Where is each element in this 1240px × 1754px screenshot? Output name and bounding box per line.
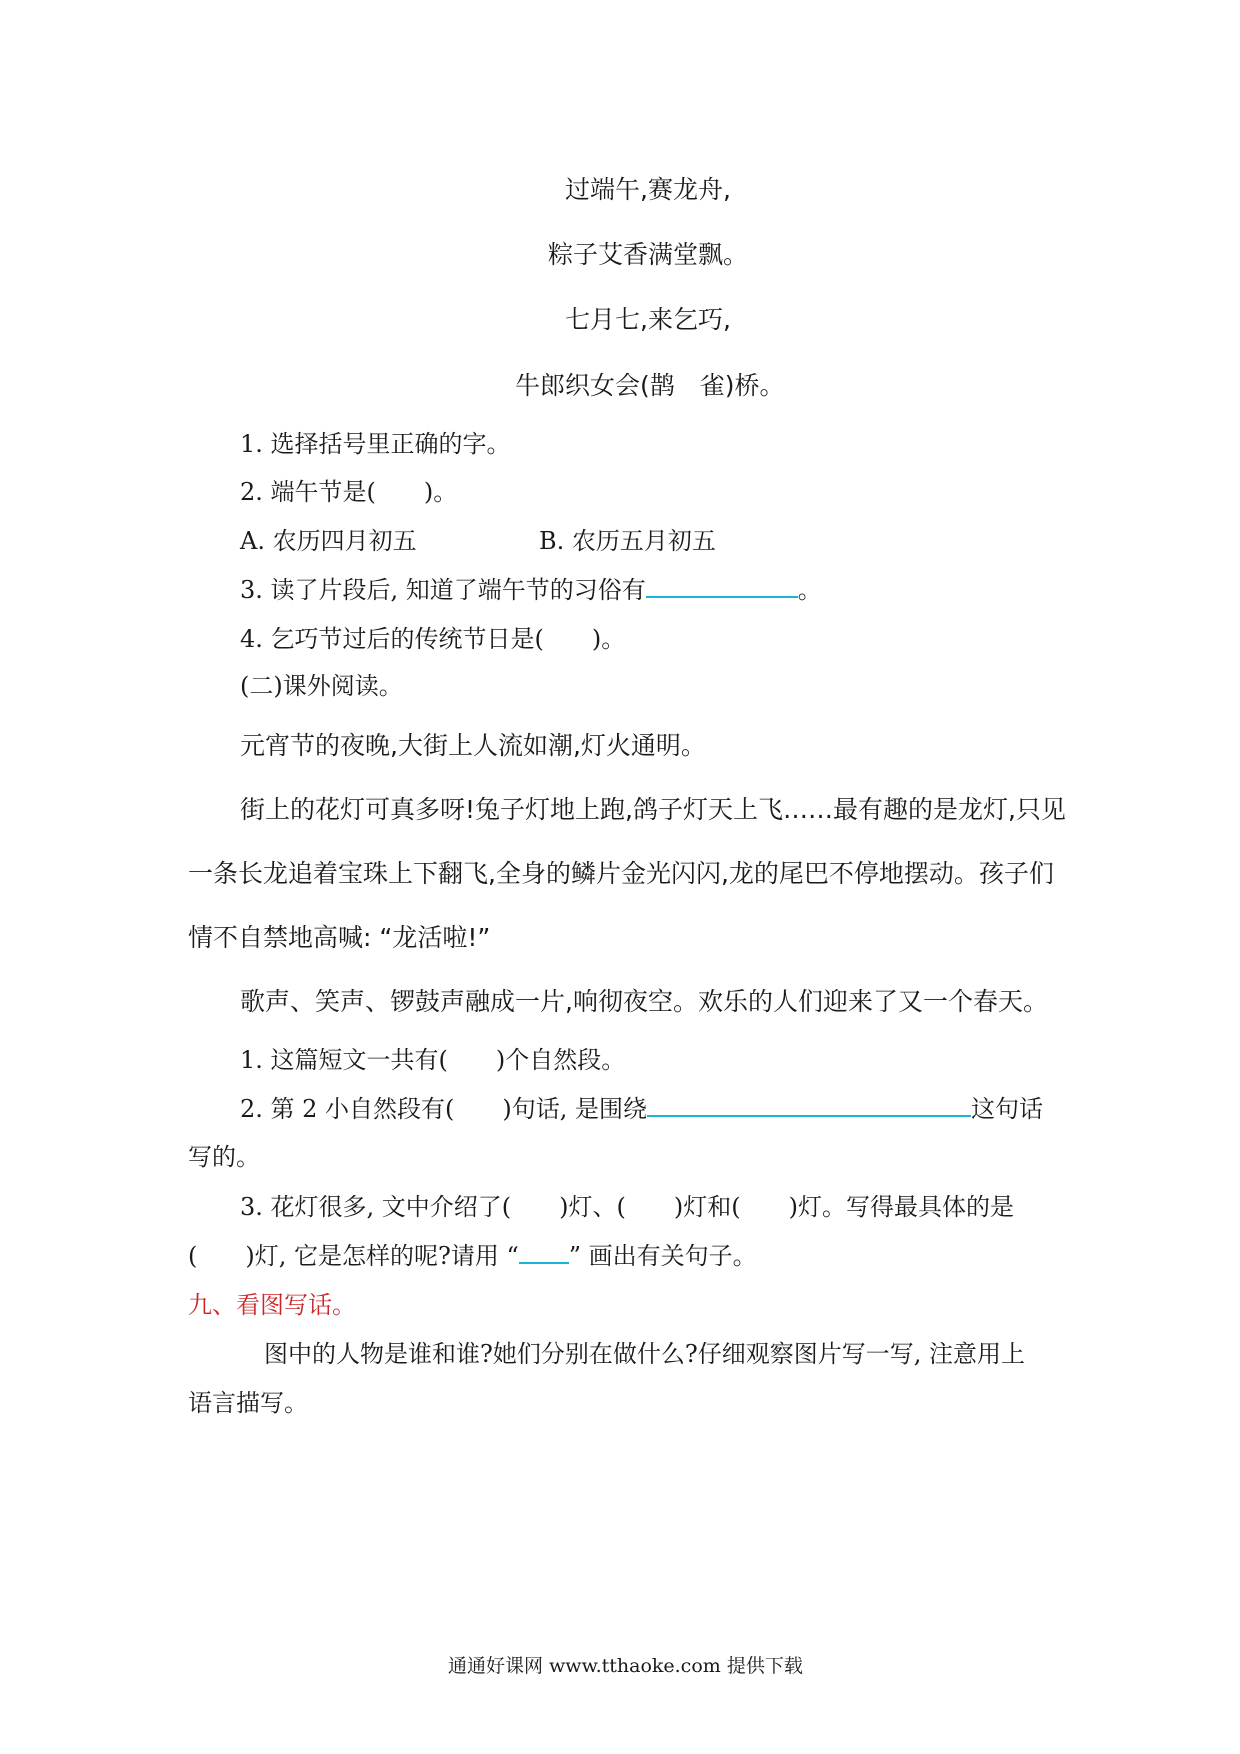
reading-question-2-line-2: 写的。: [188, 1143, 260, 1171]
reading-question-3-suffix: ” 画出有关句子。: [568, 1242, 757, 1270]
picture-writing-prompt-line-1: 图中的人物是谁和谁?她们分别在做什么?仔细观察图片写一写, 注意用上: [264, 1340, 1025, 1368]
poem-line-2: 粽子艾香满堂飘。: [548, 240, 749, 269]
question-4: 4. 乞巧节过后的传统节日是( )。: [240, 625, 626, 653]
reading-question-3-prefix: ( )灯, 它是怎样的呢?请用 “: [188, 1242, 519, 1270]
answer-blank[interactable]: [646, 595, 798, 598]
answer-blank[interactable]: [519, 1261, 569, 1264]
reading-question-3-line-1: 3. 花灯很多, 文中介绍了( )灯、( )灯和( )灯。写得最具体的是: [240, 1193, 1014, 1221]
question-3-suffix: 。: [797, 576, 822, 604]
reading-paragraph-2-line-3: 情不自禁地高喊: “龙活啦!”: [188, 923, 491, 952]
question-1: 1. 选择括号里正确的字。: [240, 430, 511, 458]
question-2-option-a: A. 农历四月初五: [240, 527, 417, 555]
poem-line-4: 牛郎织女会(鹊 雀)桥。: [515, 371, 785, 400]
reading-question-2-prefix: 2. 第 2 小自然段有( )句话, 是围绕: [240, 1095, 648, 1123]
reading-question-2-suffix: 这句话: [971, 1095, 1044, 1123]
picture-writing-prompt-line-2: 语言描写。: [188, 1389, 308, 1417]
reading-question-3-line-2: [188, 1236, 757, 1271]
reading-question-1: 1. 这篇短文一共有( )个自然段。: [240, 1046, 626, 1074]
reading-paragraph-2-line-1: 街上的花灯可真多呀!兔子灯地上跑,鸽子灯天上飞……最有趣的是龙灯,只见: [240, 795, 1066, 824]
reading-paragraph-1: 元宵节的夜晚,大街上人流如潮,灯火通明。: [240, 731, 706, 760]
question-2-option-b: B. 农历五月初五: [539, 527, 716, 555]
footer-credit: 通通好课网 www.tthaoke.com 提供下载: [448, 1655, 803, 1677]
reading-question-2: [240, 1089, 1043, 1124]
poem-line-3: 七月七,来乞巧,: [565, 305, 731, 334]
answer-blank[interactable]: [647, 1114, 971, 1117]
question-2: 2. 端午节是( )。: [240, 478, 458, 506]
section-heading-picture-writing: 九、看图写话。: [188, 1291, 356, 1319]
poem-line-1: 过端午,赛龙舟,: [565, 175, 731, 204]
reading-paragraph-2-line-2: 一条长龙追着宝珠上下翻飞,全身的鳞片金光闪闪,龙的尾巴不停地摆动。孩子们: [188, 859, 1054, 888]
question-3-prefix: 3. 读了片段后, 知道了端午节的习俗有: [240, 576, 646, 604]
question-3: [240, 570, 822, 605]
reading-paragraph-3: 歌声、笑声、锣鼓声融成一片,响彻夜空。欢乐的人们迎来了又一个春天。: [240, 987, 1048, 1016]
section-heading-reading: (二)课外阅读。: [240, 672, 403, 700]
